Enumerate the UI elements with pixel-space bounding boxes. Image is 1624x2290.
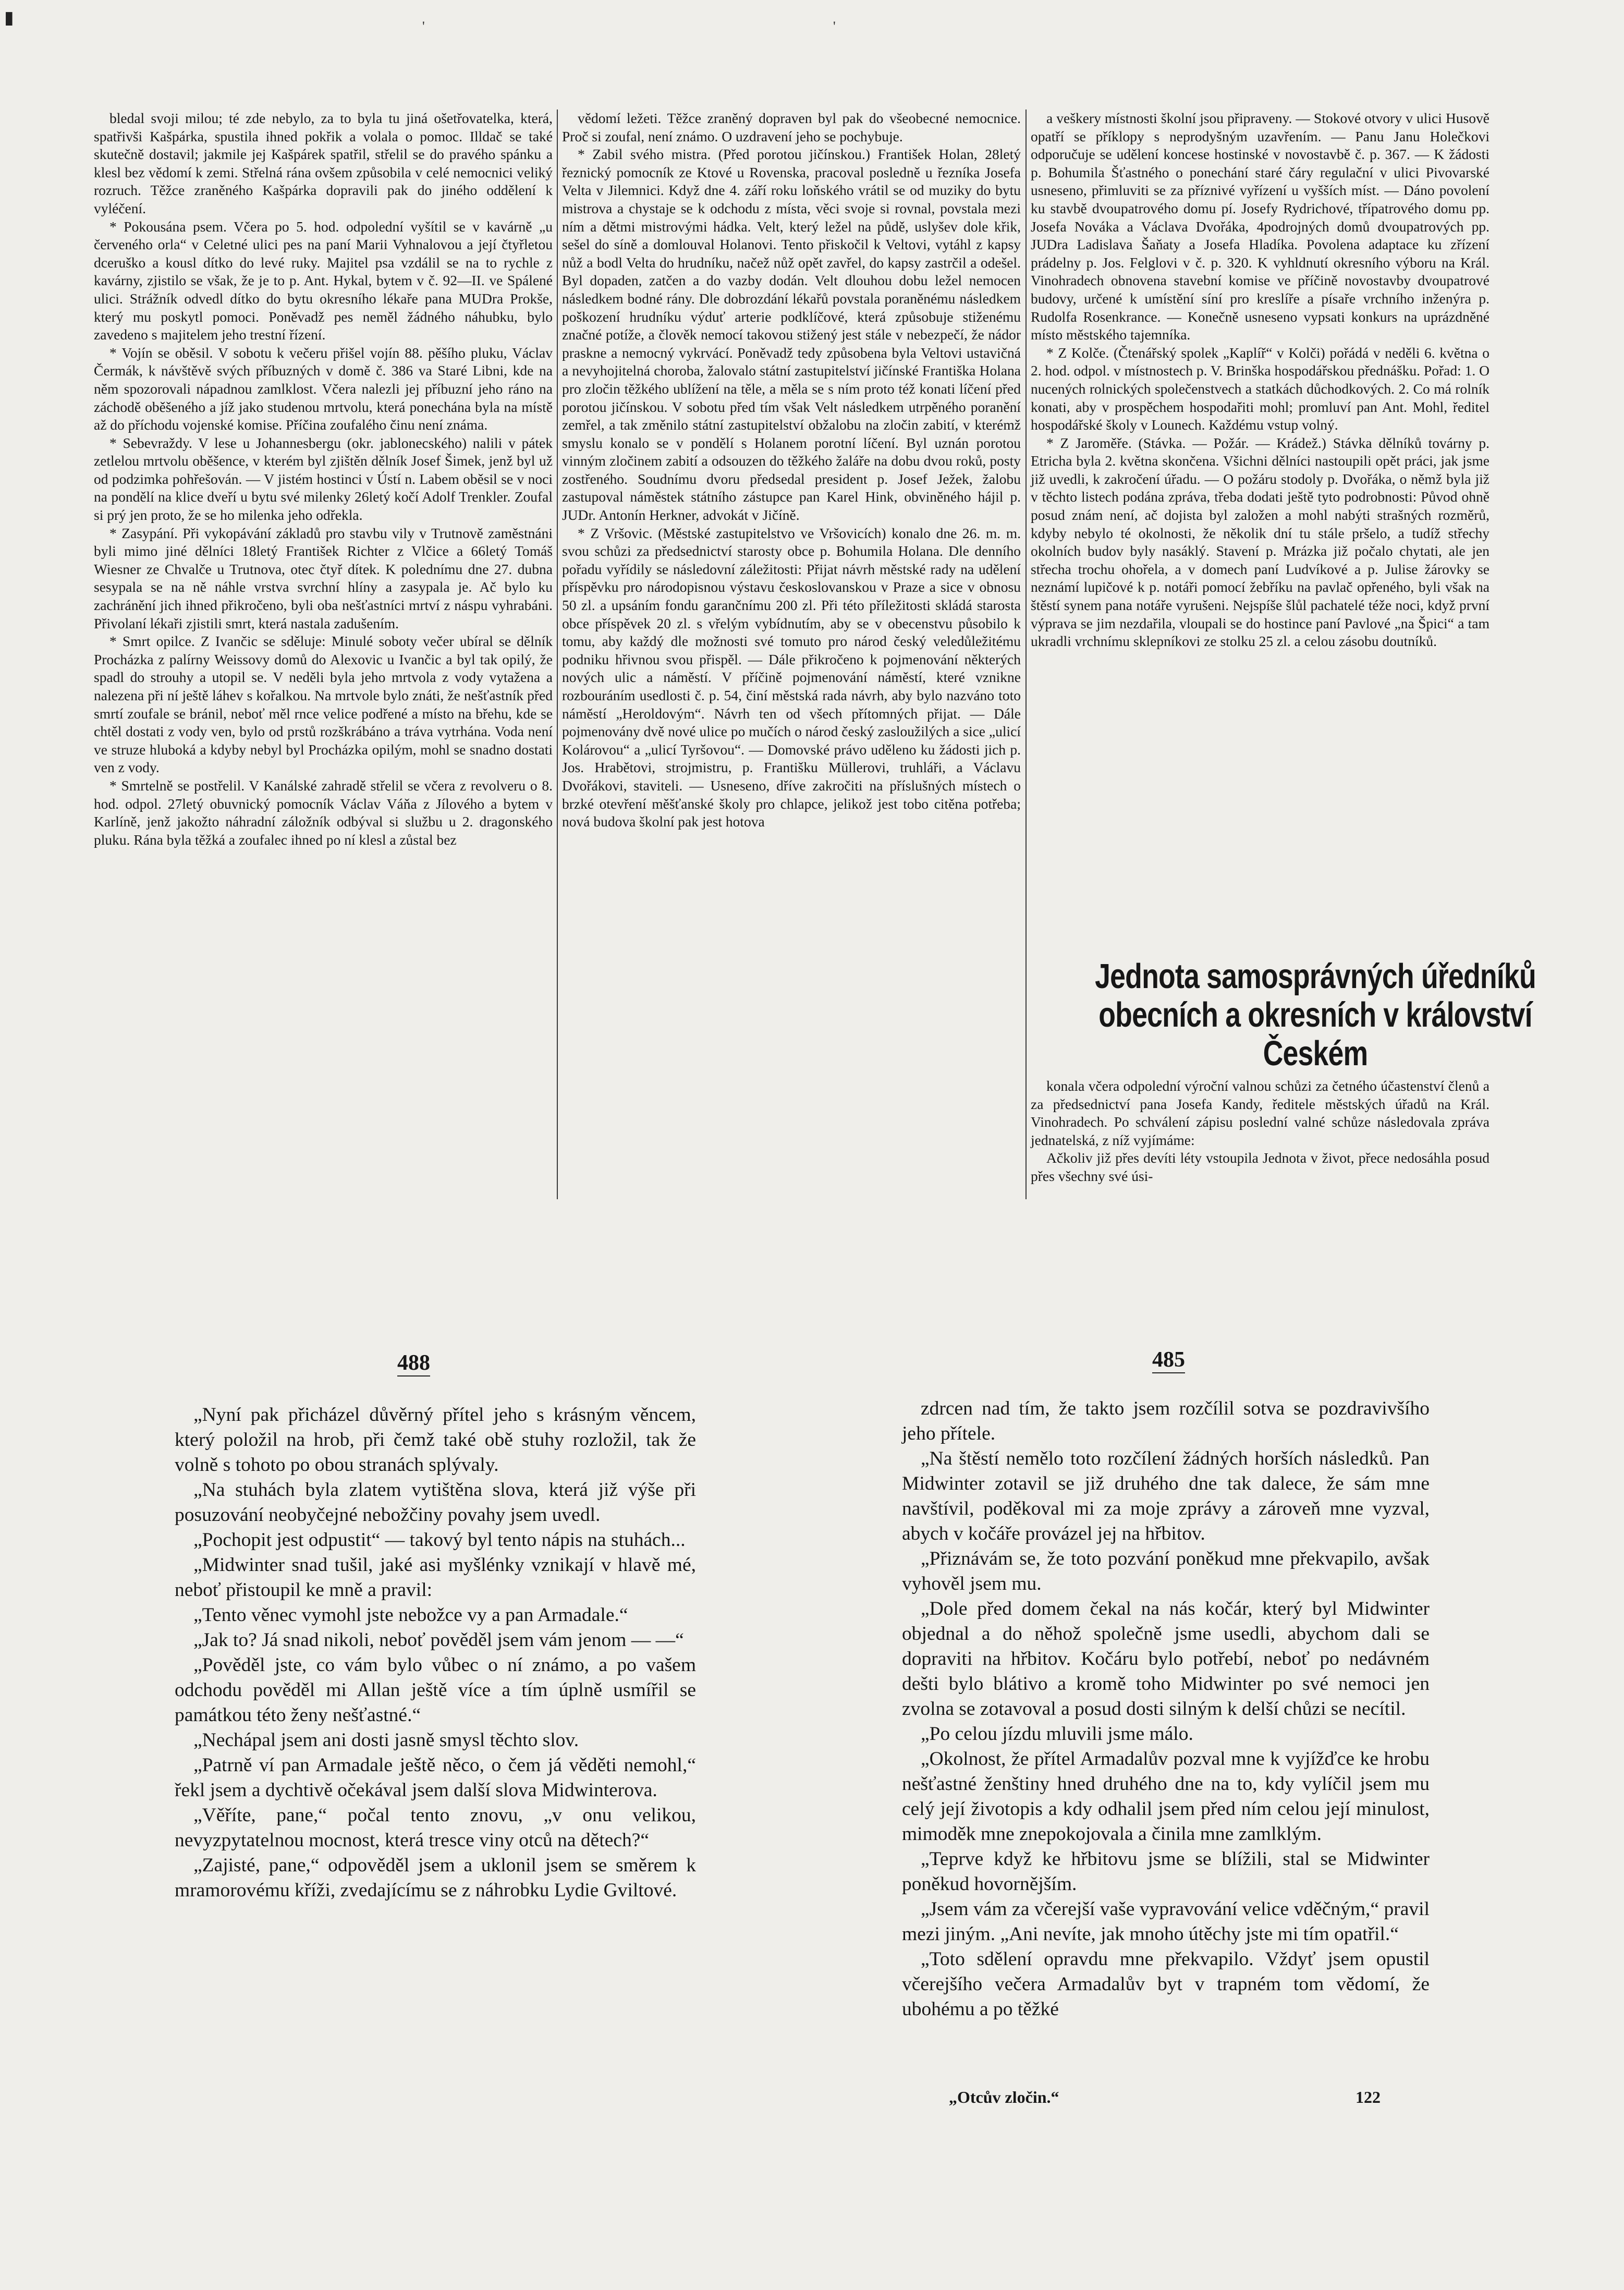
novel-paragraph: „Tento věnec vymohl jste nebožce vy a pan Armadale.“ bbox=[193, 1604, 628, 1626]
news-paragraph: * Sebevraždy. V lese u Johannesbergu (okr. jablonecského) nalili v pátek zetlelou mrtvolu oběšence, v kterém byl zjištěn dělník Josef Šimek, jenž byl už od podzimka pohřešován. — V jistém hostinci v Ústí n. Labem oběsil se v noci na pondělí na klice dveří u bytu své milenky 26letý kočí Adolf Trenkler. Zoufal si prý jen proto, že se ho milenka jeho odřekla. bbox=[94, 434, 553, 523]
novel-paragraph: „Věříte, pane,“ počal tento znovu, „v onu velikou, nevyzpytatelnou mocnost, která tresce viny otců na dětech?“ bbox=[175, 1805, 696, 1851]
scan-mark: ' bbox=[422, 19, 425, 34]
news-paragraph: * Zabil svého mistra. (Před porotou jičínskou.) František Holan, 28letý řeznický pomocník ze Ktové u Rovenska, pracoval posledně u řezníka Josefa Velta v Jilemnici. Když dne 4. září roku loňského vrátil se od muziky do bytu mistrova a chystaje se k odchodu z místa, věci svoje si rovnal, povstala mezi ním a dětmi mistrovými hádka. Velt, který ležel na půdě, uslyšev dole křik, sešel do síně a domlouval Holanovi. Tento přiskočil k Veltovi, vytáhl z kapsy nůž a bodl Velta do hrudníku, načež nůž opět zavřel, do kapsy zastrčil a odešel. Byl dopaden, zatčen a do vazby dodán. Velt dlouhou dobu ležel nemocen následkem bodné rány. Dle dobrozdání lékařů povstala poraněnému následkem poškození hrudníku výduť arterie podklíčové, která způsobuje stiženému značné potíže, a člověk nemocí takovou stižený jest stále v nebezpečí, že nádor praskne a nemocný vykrvácí. Poněvadž tedy způsobena byla Veltovi ustavičná a nevyhojitelná choroba, žalovalo státní zastupitelství jičínské Františka Holana pro zločin těžkého ublížení na těle, a měla se s ním proto též konati líčení před porotou jičínskou. V sobotu před tím však Velt následkem utrpěného poranění zemřel, a tak změnilo státní zastupitelství obžalobu na zločin zabití, v kterémž smyslu konalo se v pondělí s Holanem porotní líčení. Byl uznán porotou vinným zločinem zabití a odsouzen do těžkého žaláře na dobu dvou roků, posty zostřeného. Soudnímu dvoru předsedal president p. Josef Ježek, žalobu zastupoval náměstek státního zástupce pan Karel Hink, obviněného hájil p. JUDr. Antonín Herkner, advokát v Jičíně. bbox=[562, 146, 1021, 523]
news-paragraph: * Z Kolče. (Čtenářský spolek „Kaplíř“ v Kolči) pořádá v neděli 6. května o 2. hod. odpol. v místnostech p. V. Brinška hospodářskou přednášku. Pořad: 1. O nucených rolnických společenstvech a statkách důchodkových. 2. Co má rolník konati, aby v prospěchem hospodařiti mohl; promluví pan Ant. Mohl, ředitel hospodářské školy v Lounech. Každému vstup volný. bbox=[1031, 344, 1489, 433]
scan-mark: ' bbox=[833, 19, 836, 34]
news-paragraph: * Smrtelně se postřelil. V Kanálské zahradě střelil se včera z revolveru o 8. hod. odpol. 27letý obuvnický pomocník Václav Váňa z Jílového a bytem v Karlíně, jenž jakožto náhradní záložník odbýval si službu u 2. dragonského pluku. Rána byla těžká a zoufalec ihned po ní klesl a zůstal bez bbox=[94, 777, 553, 848]
news-paragraph: bledal svoji milou; té zde nebylo, za to byla tu jiná ošetřovatelka, která, spatřivši Kašpárka, spustila ihned pokřik a volala o pomoc. Illdač se také skutečně dostavil; jakmile jej Kašpárek spatřil, střelil se do pravého spánku a klesl bez vědomí k zemi. Střelná rána ovšem způsobila v celé nemocnici veliký rozruch. Těžce zraněného Kašpárka dopravili pak do jiného oddělení k vyléčení. bbox=[94, 110, 553, 216]
novel-paragraph: „Přiznávám se, že toto pozvání poněkud mne překvapilo, avšak vyhověl jsem mu. bbox=[902, 1548, 1430, 1594]
novel-paragraph: „Jsem vám za včerejší vaše vypravování velice vděčným,“ pravil mezi jiným. „Ani nevíte, jak mnoho útěchy jste mi tím opatřil.“ bbox=[902, 1898, 1430, 1945]
news-paragraph: vědomí ležeti. Těžce zraněný dopraven byl pak do všeobecné nemocnice. Proč si zoufal, není známo. O uzdravení jeho se pochybuje. bbox=[562, 110, 1021, 144]
novel-paragraph: „Jak to? Já snad nikoli, neboť pověděl jsem vám jenom — —“ bbox=[193, 1629, 684, 1651]
news-paragraph: * Z Vršovic. (Městské zastupitelstvo ve Vršovicích) konalo dne 26. m. m. svou schůzi za předsednictví starosty obce p. Bohumila Holana. Dle denního pořadu vyřídily se následovní záležitosti: Přijat návrh městské rady na udělení příspěvku pro národopisnou výstavu českoslovanskou v Praze a sice v obnosu 50 zl. a upsáním fondu garančnímu 200 zl. Při této příležitosti skládá starosta obce příspěvek 20 zl. s vřelým vybídnutím, aby se v obecenstvu působilo k tomu, aby každý dle možnosti své tomuto pro národ český veledůležitému podniku hřivnou svou přispěl. — Dále přikročeno k pojmenování některých nových ulic a náměstí. V příčině pojmenování náměstí, které vznikne rozbouráním usedlosti č. p. 54, činí městská rada návrh, aby bylo nazváno toto náměstí „Heroldovým“. Návrh ten od všech přítomných přijat. — Dále pojmenovány dvě nové ulice po mučích o národ český zasloužilých a sice „ulicí Kolárovou“ a „ulicí Tyršovou“. — Domovské právo uděleno ku žádosti jich p. Jos. Hrabětovi, strojmistru, p. Františku Müllerovi, truhláři, a Václavu Dvořákovi, staviteli. — Usneseno, dříve zakročiti na příslušných místech o brzké otevření měšťanské školy pro chlapce, jelikož jest tobo citěna potřeba; nová budova školní pak jest hotova bbox=[562, 525, 1021, 830]
news-paragraph: * Zasypání. Při vykopávání základů pro stavbu vily v Trutnově zaměstnáni byli mimo jiné dělníci 18letý František Richter z Vlčice a 66letý Tomáš Wiesner ze Chvalče u Trutnova, otec čtyř dítek. K polednímu dne 27. dubna sesypala se na ně náhle vrstva svrchní hlíny a zasypala je. Ač bylo ku zachránění jich ihned přikročeno, byli oba nešťastníci mrtví z náspu vyhrabáni. Přivolaní lékaři zjistili smrt, která nastala zadušením. bbox=[94, 525, 553, 631]
article-heading bbox=[1090, 957, 1541, 1073]
novel-paragraph: „Na štěstí nemělo toto rozčílení žádných horších následků. Pan Midwinter zotavil se již druhého dne tak dalece, že sám mne navštívil, poděkoval mi za moje zprávy a zároveň mne vyzval, abych v kočáře provázel jej na hřbitov. bbox=[902, 1448, 1430, 1544]
novel-paragraph: „Nechápal jsem ani dosti jasně smysl těchto slov. bbox=[193, 1729, 579, 1751]
footer-title: „Otcův zločin.“ bbox=[949, 2088, 1059, 2106]
news-column-right-continued bbox=[1031, 1077, 1489, 1186]
heading-line-1: Jednota samosprávných úředníků bbox=[1095, 957, 1536, 996]
column-rule bbox=[1025, 109, 1027, 1199]
novel-paragraph: „Nyní pak přicházel důvěrný přítel jeho s krásným věncem, který položil na hrob, při čemž také obě stuhy rozložil, tak že volně s tohoto po obou stranách splývaly. bbox=[175, 1404, 696, 1476]
novel-paragraph: „Na stuhách byla zlatem vytištěna slova, která již výše při posuzování neobyčejné nebožčiny povahy jsem uvedl. bbox=[175, 1479, 696, 1526]
news-column-right bbox=[1031, 109, 1489, 651]
novel-paragraph: „Toto sdělení opravdu mne překvapilo. Vždyť jsem opustil včerejšího večera Armadalův byt v trapném tom vědomí, že ubohému a po těžké bbox=[902, 1948, 1430, 2020]
news-paragraph: * Pokousána psem. Včera po 5. hod. odpolední vyšítil se v kavárně „u červeného orla“ v Celetné ulici pes na paní Marii Vyhnalovou a její čtyřletou dceruško a kousl dítko do levé ruky. Majitel psa vzdálil se na to rychle z kavárny, zjistilo se však, že je to p. Ant. Hykal, bytem v č. 92—II. ve Spálené ulici. Strážník odvedl dítko do bytu okresního lékaře pana MUDra Prokše, který mu poskytl pomoci. Poněvadž pes neměl žádného náhubku, bylo zavedeno s majitelem jeho trestní řízení. bbox=[94, 218, 553, 343]
news-paragraph: * Z Jaroměře. (Stávka. — Požár. — Krádež.) Stávka dělníků továrny p. Etricha byla 2. května skončena. Všichni dělníci nastoupili opět práci, jak jsme již uvedli, k zakročení úřadu. — O požáru stodoly p. Dvořáka, o němž byla již v těchto listech podána zpráva, třeba dodati ještě tyto podrobnosti: Původ ohně posud znám není, ač dojista byl založen a mohl nabýti strašných rozměrů, kdyby nebylo té okolnosti, že několik dní tu stále pršelo, a tudíž střechy okolních budov byly nasáklý. Stavení p. Mrázka již počalo chytati, ale jen střecha trochu ohořela, a v domech paní Ludvíkové a p. Julise žárovky se neznámí lupičové k p. notáři pomocí žebříku na pavlač opřeného, byli však na štěstí synem pana notáře vyrušeni. Nejspíše šlůl pachatelé téže noci, když první výprava se jim nezdařila, vloupali se do hostince paní Pavlové „na Špici“ a tam ukradli vrchnímu sklepníkovi ze stolku 25 zl. a celou zásobu doutníků. bbox=[1031, 434, 1489, 650]
news-column-middle bbox=[562, 109, 1021, 831]
novel-paragraph: „Pochopit jest odpustit“ — takový byl tento nápis na stuhách... bbox=[193, 1529, 686, 1551]
novel-paragraph: „Midwinter snad tušil, jaké asi myšlénky vznikají v hlavě mé, neboť přistoupil ke mně a pravil: bbox=[175, 1554, 696, 1601]
news-paragraph: * Smrt opilce. Z Ivančic se sděluje: Minulé soboty večer ubíral se dělník Procházka z palírny Weissovy domů do Alexovic u Ivančic a byl tak opilý, že spadl do strouhy a utopil se. V neděli byla jeho mrtvola z vody vytažena a nalezena při ní ještě láhev s kořalkou. Na mrtvole bylo znáti, že nešťastník před smrtí zoufale se bránil, neboť měl rnce velice podřené a místo na břehu, kde se chtěl dostati z vody ven, bylo od prstů rozškrábáno a tráva vytrhána. Voda není ve struze hluboká a kdyby nebyl byl Procházka opilým, mohl se snadno dostati ven z vody. bbox=[94, 633, 553, 776]
news-paragraph: a veškery místnosti školní jsou připraveny. — Stokové otvory v ulici Husově opatří se příklopy s neprodyšným uzavřením. — Panu Janu Holečkovi odporučuje se udělení koncese hostinské v novostavbě č. p. 367. — K žádosti p. Bohumila Šťastného o ponechání staré čáry regulační v ulici Pivovarské usneseno, přimluviti se za příznivé vyřízení u vyšších míst. — Dáno povolení ku stavbě dvoupatrového domu pí. Josefy Rydrichové, třípatrového domu pp. Josefa Nováka a Václava Dvořáka, 4podrojných domů dvoupatrových pp. JUDra Ladislava Šaňaty a Josefa Hladíka. Povolena adaptace ku zřízení prádelny p. Jos. Felglovi v č. p. 320. K vyhldnutí okresního výboru na Král. Vinohradech obnovena stavební komise ve příčině novostavby dvoupatrové budovy, určené k umístění síní pro kreslíře a písaře vrchního inženýra p. Rudolfa Rosenkrance. — Konečně usneseno vypsati konkurs na uprázdněné místo městského tajemníka. bbox=[1031, 110, 1489, 343]
news-paragraph: konala včera odpolední výroční valnou schůzi za četného účastenství členů a za předsednictví pana Josefa Kandy, ředitele městských úřadů na Král. Vinohradech. Po schválení zápisu poslední valné schůze následovala zpráva jednatelská, z níž vyjímáme: bbox=[1031, 1078, 1489, 1148]
novel-paragraph: „Pověděl jste, co vám bylo vůbec o ní známo, a po vašem odchodu pověděl mi Allan ještě více a tím úplně usmířil se památkou této ženy nešťastné.“ bbox=[175, 1654, 696, 1726]
footer-number: 122 bbox=[1356, 2088, 1381, 2106]
novel-paragraph: zdrcen nad tím, že takto jsem rozčílil sotva se pozdravivšího jeho přítele. bbox=[902, 1398, 1430, 1444]
news-paragraph: Ačkoliv již přes devíti léty vstoupila Jednota v život, přece nedosáhla posud přes všechny své úsi- bbox=[1031, 1150, 1489, 1184]
page-number-right: 485 bbox=[1152, 1347, 1185, 1373]
novel-page-left bbox=[175, 1403, 696, 1903]
column-rule bbox=[557, 109, 558, 1199]
novel-paragraph: „Teprve když ke hřbitovu jsme se blížili, stal se Midwinter poněkud hovornějším. bbox=[902, 1848, 1430, 1895]
news-column-left bbox=[94, 109, 553, 849]
novel-paragraph: „Dole před domem čekal na nás kočár, který byl Midwinter objednal a do něhož společně jsme usedli, abychom dali se dopraviti na hřbitov. Kočáru bylo potřebí, neboť po nedávném dešti bylo blátivo a kromě toho Midwinter po své nemoci jen zvolna se zotavoval a posud dosti silným k delší chůzi se necítil. bbox=[902, 1598, 1430, 1720]
novel-paragraph: „Zajisté, pane,“ odpověděl jsem a uklonil jsem se směrem k mramorovému kříži, zvedajícímu se z náhrobku Lydie Gviltové. bbox=[175, 1855, 696, 1901]
novel-paragraph: „Patrně ví pan Armadale ještě něco, o čem já věděti nemohl,“ řekl jsem a dychtivě očekával jsem další slova Midwinterova. bbox=[175, 1755, 696, 1801]
page-number-left: 488 bbox=[397, 1350, 430, 1377]
novel-paragraph: „Po celou jízdu mluvili jsme málo. bbox=[921, 1723, 1193, 1745]
news-paragraph: * Vojín se oběsil. V sobotu k večeru přišel vojín 88. pěšího pluku, Václav Čermák, k návštěvě svých příbuzných v domě č. 386 va Staré Libni, kde na něm spozorovali nápadnou zamlklost. Včera nalezli jej příbuzní jeho ráno na záchodě oběšeného a jíž jako studenou mrtvolu, která ponechána byla na místě až do příchodu vojenské komise. Příčina zoufalého činu není známa. bbox=[94, 344, 553, 433]
novel-page-right bbox=[902, 1396, 1430, 2022]
heading-line-2: obecních a okresních v království bbox=[1098, 995, 1532, 1034]
novel-paragraph: „Okolnost, že přítel Armadalův pozval mne k vyjížďce ke hrobu nešťastné ženštiny hned druhého dne na to, kdy vylíčil jsem mu celý její životopis a kdy odhalil jsem před ním celou její minulost, mimoděk mne znepokojovala a činila mne zamlklým. bbox=[902, 1748, 1430, 1845]
heading-line-3: Českém bbox=[1263, 1034, 1368, 1073]
scan-mark: ▮ bbox=[4, 8, 14, 28]
